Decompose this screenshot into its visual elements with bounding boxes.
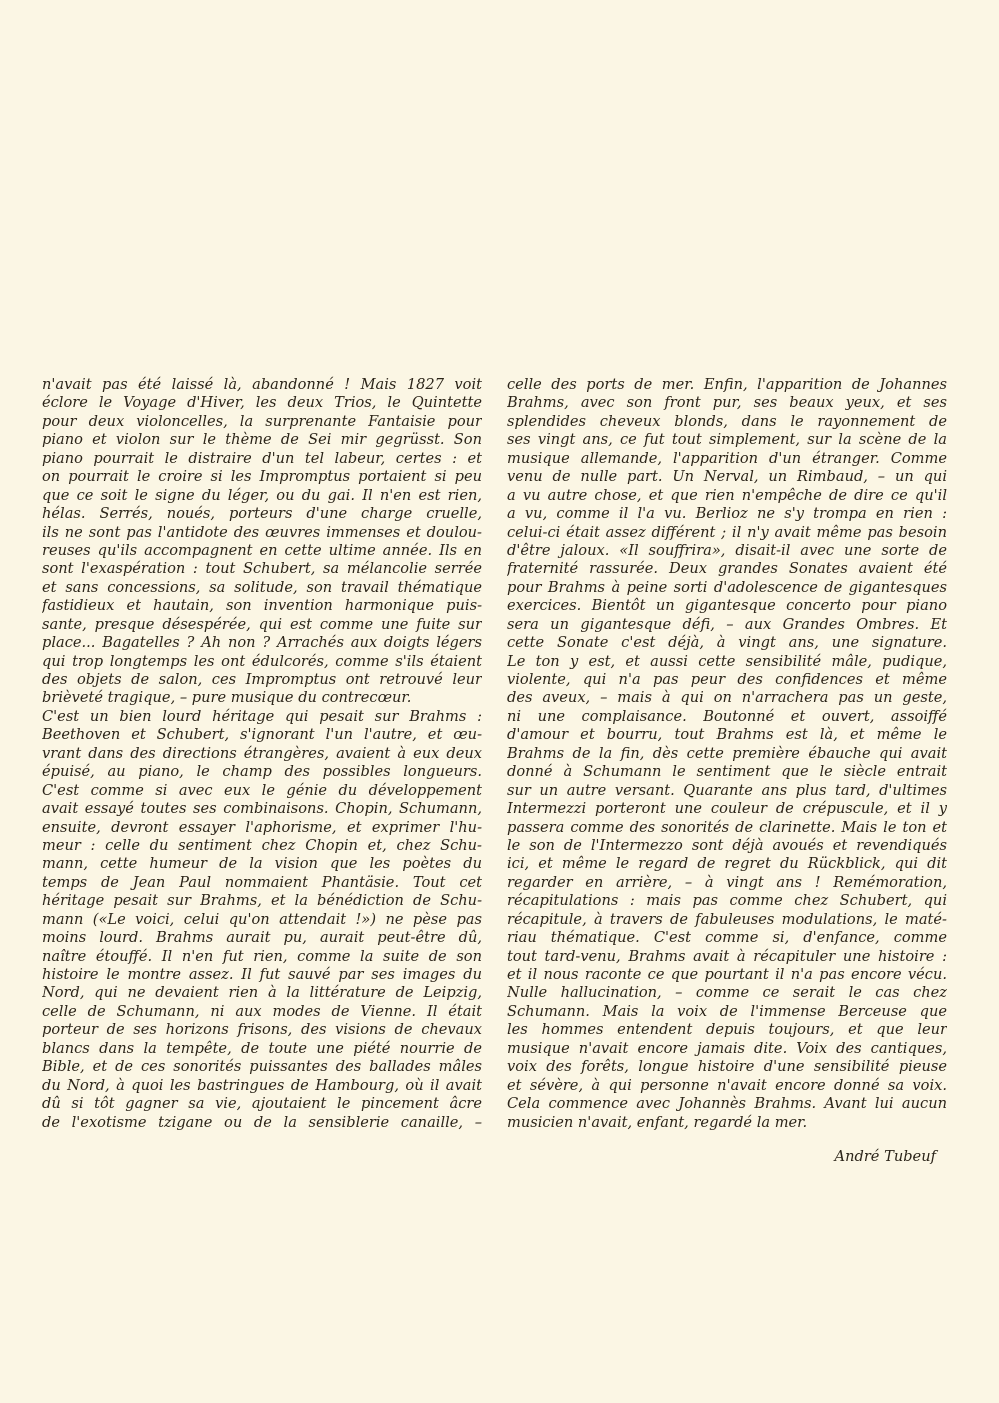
text-line: place... Bagatelles ? Ah non ? Arrachés aux doigts légers: [42, 634, 482, 652]
text-line: les hommes entendent depuis toujours, et que leur: [507, 1021, 947, 1039]
text-line: splendides cheveux blonds, dans le rayonnement de: [507, 412, 947, 430]
text-line: mann, cette humeur de la vision que les poètes du: [42, 855, 482, 873]
text-line: celle des ports de mer. Enfin, l'apparition de Johannes: [507, 376, 947, 393]
text-line: récapitule, à travers de fabuleuses modulations, le maté-: [507, 910, 947, 928]
text-line: avait essayé toutes ses combinaisons. Chopin, Schumann,: [42, 800, 482, 818]
text-line: piano pourrait le distraire d'un tel labeur, certes : et: [42, 449, 482, 467]
text-line: ici, et même le regard de regret du Rückblick, qui dit: [507, 855, 947, 873]
text-line: mann («Le voici, celui qu'on attendait !») ne pèse pas: [42, 910, 482, 928]
text-line: le son de l'Intermezzo sont déjà avoués et revendiqués: [507, 836, 947, 854]
text-line: du Nord, à quoi les bastringues de Hambourg, où il avait: [42, 1076, 482, 1094]
text-line: d'amour et bourru, tout Brahms est là, et même le: [507, 726, 947, 744]
text-line: et sans concessions, sa solitude, son travail thématique: [42, 578, 482, 596]
text-line: Intermezzi porteront une couleur de crépuscule, et il y: [507, 800, 947, 818]
text-line: Cela commence avec Johannès Brahms. Avant lui aucun: [507, 1095, 947, 1113]
text-line: ils ne sont pas l'antidote des œuvres immenses et doulou-: [42, 523, 482, 541]
text-line: reuses qu'ils accompagnent en cette ultime année. Ils en: [42, 541, 482, 559]
text-line: celle de Schumann, ni aux modes de Vienne. Il était: [42, 1002, 482, 1020]
text-line: a vu, comme il l'a vu. Berlioz ne s'y trompa en rien :: [507, 505, 947, 523]
text-line: regarder en arrière, – à vingt ans ! Remémoration,: [507, 873, 947, 891]
text-line: ensuite, devront essayer l'aphorisme, et exprimer l'hu-: [42, 818, 482, 836]
text-line: sur un autre versant. Quarante ans plus tard, d'ultimes: [507, 781, 947, 799]
text-line: vrant dans des directions étrangères, avaient à eux deux: [42, 744, 482, 762]
text-line: héritage pesait sur Brahms, et la bénédiction de Schu-: [42, 892, 482, 910]
text-line: d'être jaloux. «Il souffrira», disait-il avec une sorte de: [507, 541, 947, 559]
text-line: passera comme des sonorités de clarinette. Mais le ton et: [507, 818, 947, 836]
text-line: a vu autre chose, et que rien n'empêche de dire ce qu'il: [507, 486, 947, 504]
text-column-right: [507, 376, 947, 1132]
text-line: fraternité rassurée. Deux grandes Sonates avaient été: [507, 560, 947, 578]
text-line: musicien n'avait, enfant, regardé la mer.: [507, 1113, 808, 1131]
text-line: C'est comme si avec eux le génie du développement: [42, 781, 482, 799]
text-line: ses vingt ans, ce fut tout simplement, sur la scène de la: [507, 431, 947, 449]
text-line: celui-ci était assez différent ; il n'y avait même pas besoin: [507, 523, 947, 541]
text-line: dû si tôt gagner sa vie, ajoutaient le pincement âcre: [42, 1095, 482, 1113]
text-line: Beethoven et Schubert, s'ignorant l'un l'autre, et œu-: [42, 726, 482, 744]
text-line: tout tard-venu, Brahms avait à récapituler une histoire :: [507, 947, 947, 965]
text-line: qui trop longtemps les ont édulcorés, comme s'ils étaient: [42, 652, 482, 670]
text-line: des objets de salon, ces Impromptus ont retrouvé leur: [42, 671, 482, 688]
text-line: exercices. Bientôt un gigantesque concerto pour piano: [507, 597, 947, 615]
text-line: piano et violon sur le thème de Sei mir gegrüsst. Son: [42, 431, 482, 449]
text-line: cette Sonate c'est déjà, à vingt ans, une signature.: [507, 634, 947, 652]
text-line: venu de nulle part. Un Nerval, un Rimbaud, – un qui: [507, 468, 947, 486]
text-line: naître étouffé. Il n'en fut rien, comme la suite de son: [42, 947, 482, 965]
text-line: blancs dans la tempête, de toute une piété nourrie de: [42, 1039, 482, 1057]
text-line: Bible, et de ces sonorités puissantes des ballades mâles: [42, 1058, 482, 1076]
text-column-left: [42, 376, 482, 1132]
text-line: histoire le montre assez. Il fut sauvé par ses images du: [42, 966, 482, 983]
author-signature: André Tubeuf: [834, 1148, 936, 1165]
text-line: violente, qui n'a pas peur des confidences et même: [507, 671, 947, 688]
text-line: on pourrait le croire si les Impromptus portaient si peu: [42, 468, 482, 486]
text-line: pour deux violoncelles, la surprenante Fantaisie pour: [42, 412, 482, 430]
text-line: sante, presque désespérée, qui est comme une fuite sur: [42, 615, 482, 633]
text-line: voix des forêts, longue histoire d'une sensibilité pieuse: [507, 1058, 947, 1076]
text-line: n'avait pas été laissé là, abandonné ! Mais 1827 voit: [42, 376, 482, 393]
text-line: et il nous raconte ce que pourtant il n'a pas encore vécu.: [507, 966, 947, 983]
text-line: de l'exotisme tzigane ou de la sensiblerie canaille, –: [42, 1113, 482, 1131]
text-line: meur : celle du sentiment chez Chopin et, chez Schu-: [42, 836, 482, 854]
text-line: donné à Schumann le sentiment que le siècle entrait: [507, 763, 947, 781]
text-line: moins lourd. Brahms aurait pu, aurait peut-être dû,: [42, 929, 482, 947]
text-line: temps de Jean Paul nommaient Phantäsie. Tout cet: [42, 873, 482, 891]
text-line: Schumann. Mais la voix de l'immense Berceuse que: [507, 1002, 947, 1020]
text-line: sont l'exaspération : tout Schubert, sa mélancolie serrée: [42, 560, 482, 578]
text-line: pour Brahms à peine sorti d'adolescence de gigantesques: [507, 578, 947, 596]
text-line: sera un gigantesque défi, – aux Grandes Ombres. Et: [507, 615, 947, 633]
text-line: Brahms, avec son front pur, ses beaux yeux, et ses: [507, 394, 947, 412]
text-line: Nord, qui ne devaient rien à la littérature de Leipzig,: [42, 984, 482, 1002]
text-line: des aveux, – mais à qui on n'arrachera pas un geste,: [507, 689, 947, 707]
text-line: fastidieux et hautain, son invention harmonique puis-: [42, 597, 482, 615]
text-line: hélas. Serrés, noués, porteurs d'une charge cruelle,: [42, 505, 482, 523]
text-line: ni une complaisance. Boutonné et ouvert, assoiffé: [507, 707, 947, 725]
text-line: riau thématique. C'est comme si, d'enfance, comme: [507, 929, 947, 947]
text-line: brièveté tragique, – pure musique du contrecœur.: [42, 689, 412, 707]
text-line: Le ton y est, et aussi cette sensibilité mâle, pudique,: [507, 652, 947, 670]
text-line: Nulle hallucination, – comme ce serait le cas chez: [507, 984, 947, 1002]
text-line: éclore le Voyage d'Hiver, les deux Trios, le Quintette: [42, 394, 482, 412]
text-line: Brahms de la fin, dès cette première ébauche qui avait: [507, 744, 947, 762]
text-line: récapitulations : mais pas comme chez Schubert, qui: [507, 892, 947, 910]
text-line: et sévère, à qui personne n'avait encore donné sa voix.: [507, 1076, 947, 1094]
text-line: que ce soit le signe du léger, ou du gai. Il n'en est rien,: [42, 486, 482, 504]
text-line: épuisé, au piano, le champ des possibles longueurs.: [42, 763, 482, 781]
text-line: porteur de ses horizons frisons, des visions de chevaux: [42, 1021, 482, 1039]
text-line: C'est un bien lourd héritage qui pesait sur Brahms :: [42, 707, 482, 725]
text-line: musique n'avait encore jamais dite. Voix des cantiques,: [507, 1039, 947, 1057]
text-line: musique allemande, l'apparition d'un étranger. Comme: [507, 449, 947, 467]
